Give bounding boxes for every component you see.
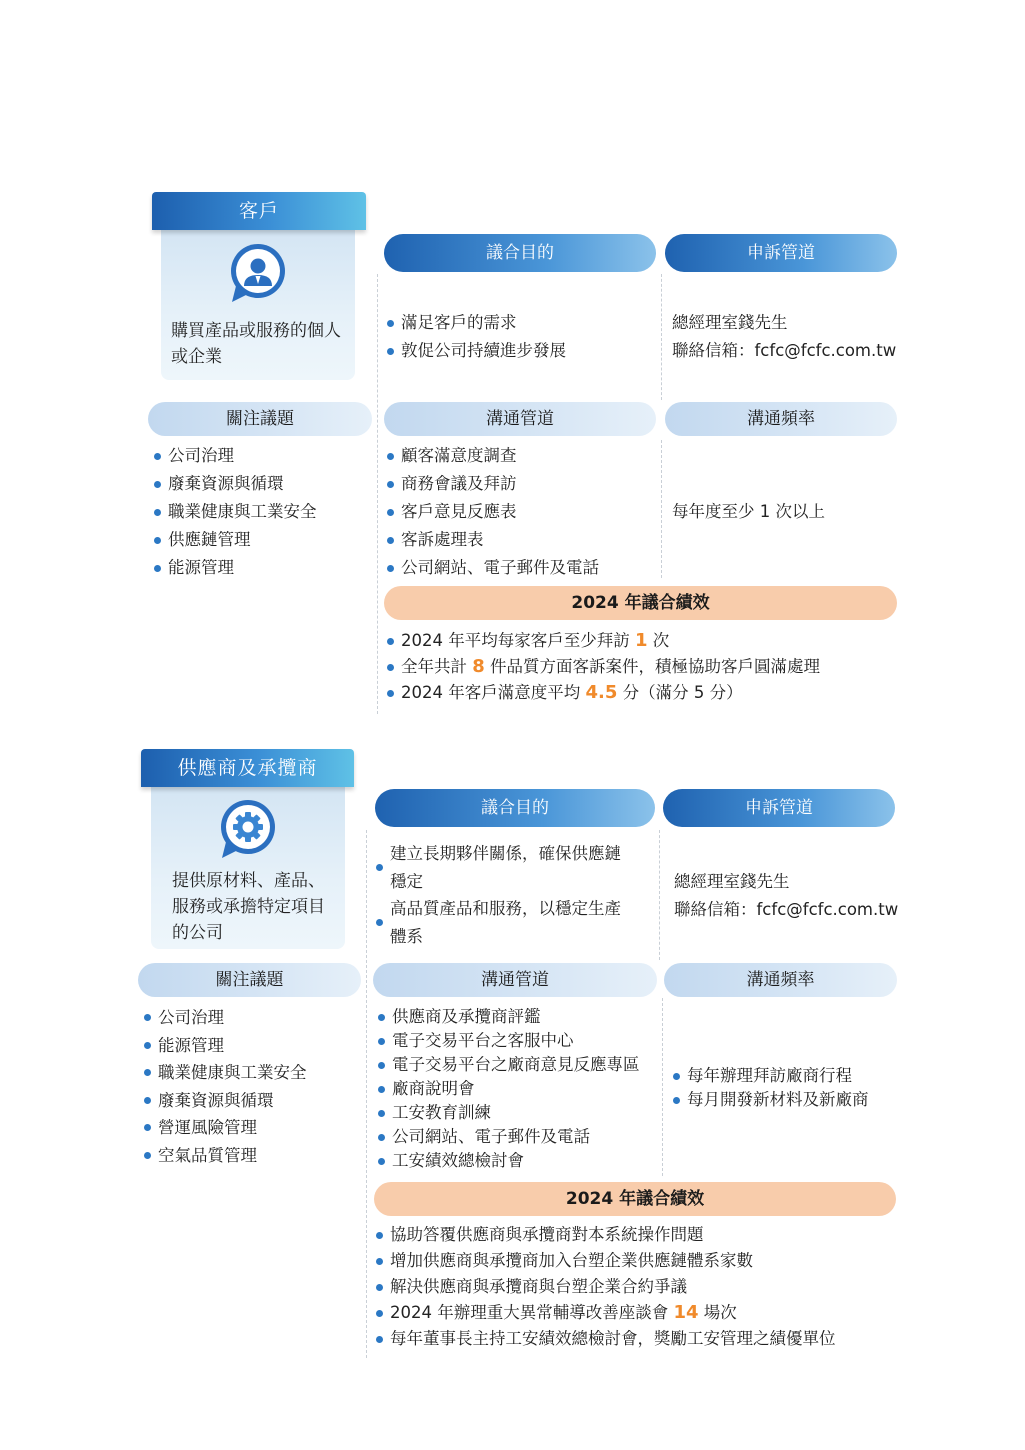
list-item: 協助答覆供應商與承攬商對本系統操作問題 [375,1222,905,1248]
list-item: 敦促公司持續進步發展 [386,337,656,365]
list-item: 空氣品質管理 [143,1142,363,1170]
list-item: 職業健康與工業安全 [143,1059,363,1087]
supplier-issues-list [143,1004,363,1169]
customer-issues-header: 關注議題 [148,402,372,436]
divider [366,830,367,1358]
customer-performance-header: 2024 年議合績效 [384,586,897,620]
supplier-description: 提供原材料、產品、 服務或承擔特定項目 的公司 [172,871,325,943]
list-item: 電子交易平台之客服中心 [377,1029,662,1053]
customer-purpose-header: 議合目的 [384,234,656,272]
list-item: 滿足客戶的需求 [386,309,656,337]
customer-complaint-header: 申訴管道 [665,234,897,272]
list-item: 公司網站、電子郵件及電話 [377,1125,662,1149]
list-item: 每月開發新材料及新廠商 [672,1088,898,1112]
supplier-purpose-list [375,840,655,950]
supplier-frequency-header: 溝通頻率 [664,963,897,997]
list-item: 公司治理 [143,1004,363,1032]
list-item: 增加供應商與承攬商加入台塑企業供應鏈體系家數 [375,1248,905,1274]
customer-frequency: 每年度至少 1 次以上 [672,502,825,521]
list-item: 每年辦理拜訪廠商行程 [672,1064,898,1088]
list-item: 供應商及承攬商評鑑 [377,1005,662,1029]
supplier-complaint-header: 申訴管道 [663,789,895,827]
supplier-complaint-contact: 總經理室錢先生 聯絡信箱：fcfc@fcfc.com.tw [674,872,899,919]
customer-description: 購買產品或服務的個人 或企業 [171,321,341,367]
list-item: 能源管理 [153,554,373,582]
list-item: 顧客滿意度調查 [386,442,658,470]
divider [377,274,378,714]
supplier-frequency-list [672,1064,898,1112]
customer-channels-list [386,442,658,582]
customer-performance-list [386,628,906,706]
list-item: 建立長期夥伴關係，確保供應鏈 穩定 [375,840,655,895]
list-item: 解決供應商與承攬商與台塑企業合約爭議 [375,1274,905,1300]
customer-frequency-header: 溝通頻率 [665,402,897,436]
list-item: 職業健康與工業安全 [153,498,373,526]
supplier-tab: 供應商及承攬商 [141,749,354,787]
list-item: 公司治理 [153,442,373,470]
supplier-issues-header: 關注議題 [138,963,361,997]
list-item: 公司網站、電子郵件及電話 [386,554,658,582]
list-item: 全年共計 8 件品質方面客訴案件，積極協助客戶圓滿處理 [386,654,906,680]
supplier-performance-header: 2024 年議合績效 [374,1182,896,1216]
list-item: 廢棄資源與循環 [153,470,373,498]
gear-icon [216,798,278,860]
supplier-purpose-header: 議合目的 [375,789,655,827]
divider [661,274,662,400]
list-item: 廠商說明會 [377,1077,662,1101]
list-item: 能源管理 [143,1032,363,1060]
supplier-channels-list [377,1005,662,1173]
customer-channels-header: 溝通管道 [384,402,656,436]
customer-purpose-list [386,309,656,365]
list-item: 客訴處理表 [386,526,658,554]
list-item: 2024 年辦理重大異常輔導改善座談會 14 場次 [375,1300,905,1326]
list-item: 供應鏈管理 [153,526,373,554]
list-item: 客戶意見反應表 [386,498,658,526]
list-item: 工安教育訓練 [377,1101,662,1125]
list-item: 商務會議及拜訪 [386,470,658,498]
list-item: 營運風險管理 [143,1114,363,1142]
customer-tab: 客戶 [152,192,366,230]
person-icon [226,242,288,304]
supplier-channels-header: 溝通管道 [373,963,657,997]
list-item: 工安績效總檢討會 [377,1149,662,1173]
customer-complaint-contact: 總經理室錢先生 聯絡信箱：fcfc@fcfc.com.tw [672,313,897,360]
supplier-performance-list [375,1222,905,1352]
list-item: 高品質產品和服務，以穩定生產 體系 [375,895,655,950]
list-item: 2024 年平均每家客戶至少拜訪 1 次 [386,628,906,654]
list-item: 電子交易平台之廠商意見反應專區 [377,1053,662,1077]
list-item: 2024 年客戶滿意度平均 4.5 分（滿分 5 分） [386,680,906,706]
customer-issues-list [153,442,373,582]
list-item: 每年董事長主持工安績效總檢討會，獎勵工安管理之績優單位 [375,1326,905,1352]
list-item: 廢棄資源與循環 [143,1087,363,1115]
divider [661,440,662,578]
divider [659,830,660,960]
divider [662,998,663,1176]
